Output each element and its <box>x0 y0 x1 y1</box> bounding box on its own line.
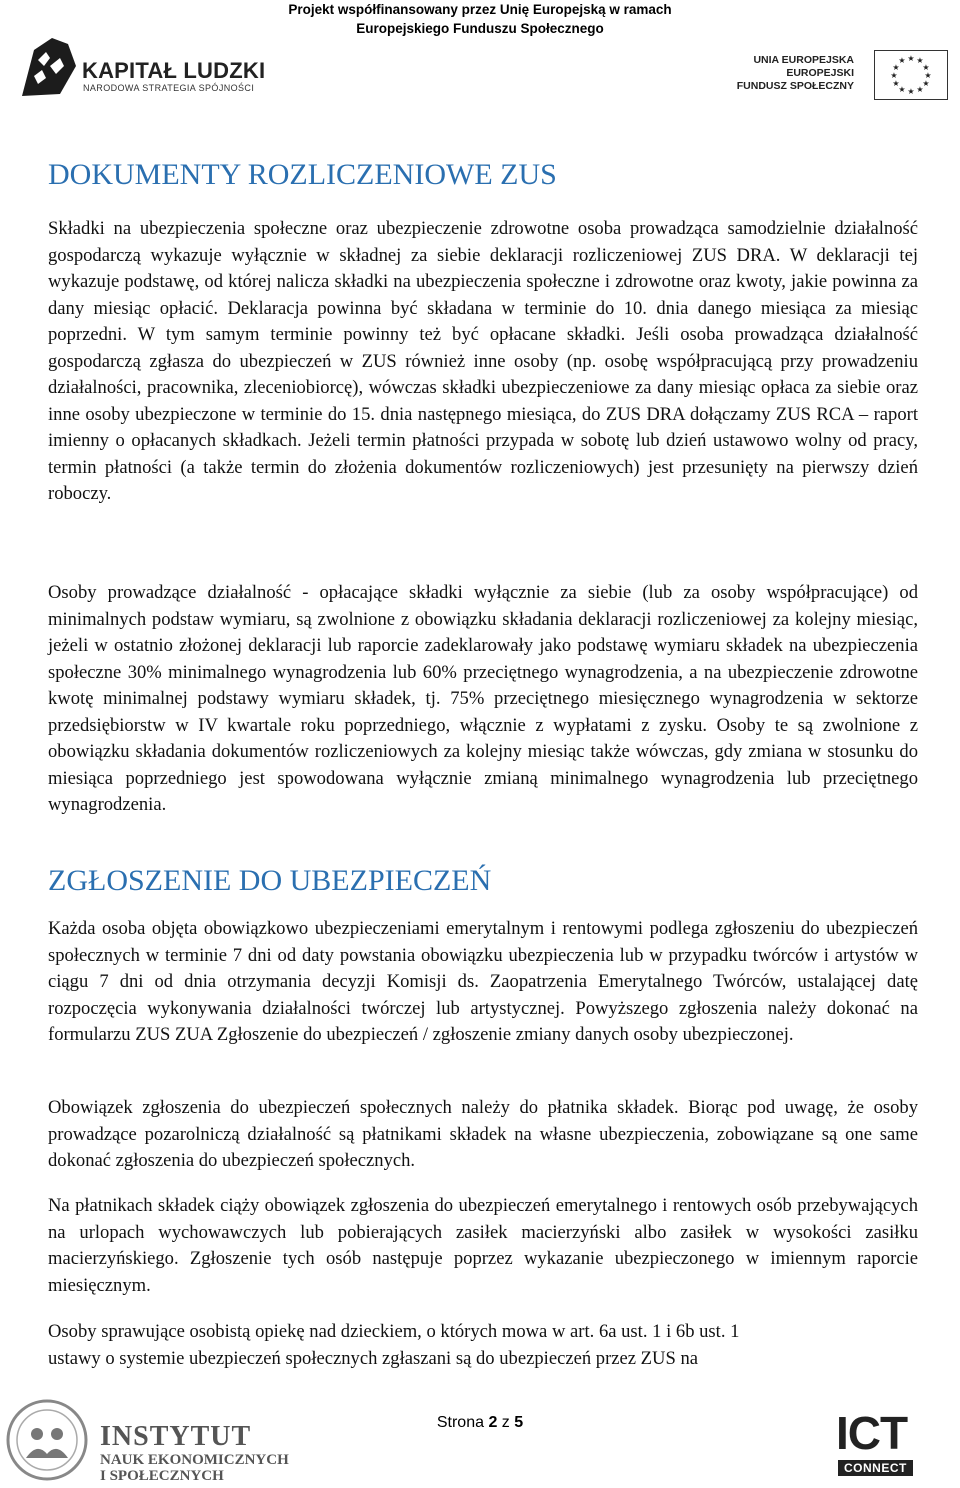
ict-logo-text: ICT <box>836 1407 908 1459</box>
kapital-ludzki-title: KAPITAŁ LUDZKI <box>82 58 266 83</box>
institute-logo <box>4 1398 289 1484</box>
heading-dokumenty-rozliczeniowe: DOKUMENTY ROZLICZENIOWE ZUS <box>48 158 557 191</box>
banner-line-2: Europejskiego Funduszu Społecznego <box>356 21 604 36</box>
eu-line-3: FUNDUSZ SPOŁECZNY <box>736 80 854 92</box>
cofinancing-banner <box>0 0 960 38</box>
svg-text:★: ★ <box>916 56 924 65</box>
ict-logo-subtext: CONNECT <box>838 1460 913 1476</box>
page-number-current: 2 <box>488 1414 498 1431</box>
eu-line-2: EUROPEJSKI <box>786 67 854 79</box>
eu-logo <box>714 50 950 108</box>
page-number <box>0 1414 960 1432</box>
ict-connect-logo <box>836 1407 954 1482</box>
svg-text:★: ★ <box>907 87 915 96</box>
kapital-ludzki-emblem-icon <box>20 36 78 98</box>
svg-text:★: ★ <box>890 71 898 80</box>
institute-line-1: INSTYTUT <box>100 1421 252 1452</box>
eu-line-1: UNIA EUROPEJSKA <box>753 54 854 66</box>
paragraph-section2-1: Każda osoba objęta obowiązkowo ubezpieczeniami emerytalnym i rentowymi podlega zgłoszeniu do ubezpieczeń społecznych w terminie 7 dni od daty powstania obowiązku ubezpieczenia lub w przypadku twórców i artystów w ciągu 7 dni od dnia otrzymania decyzji Komisji ds. Zaopatrzenia Emerytalnego Twórców, ustalającej datę rozpoczęcia wykonywania działalności twórczej lub artystycznej. Powyższego zgłoszenia należy dokonać na formularzu ZUS ZUA Zgłoszenie do ubezpieczeń / zgłoszenie zmiany danych osoby ubezpieczonej. <box>48 918 918 1045</box>
svg-text:★: ★ <box>892 79 900 88</box>
svg-text:★: ★ <box>922 79 930 88</box>
svg-text:★: ★ <box>922 63 930 72</box>
paragraph-section2-4-line-2: ustawy o systemie ubezpieczeń społecznych zgłaszani są do ubezpieczeń przez ZUS na <box>48 1347 698 1369</box>
svg-text:★: ★ <box>898 56 906 65</box>
heading-zgloszenie-do-ubezpieczen: ZGŁOSZENIE DO UBEZPIECZEŃ <box>48 864 492 897</box>
eu-logo-text <box>737 54 854 93</box>
paragraph-section1-2: Osoby prowadzące działalność - opłacające składki wyłącznie za siebie (lub za osoby współpracujące) od minimalnych podstaw wymiaru, są zwolnione z obowiązku składania deklaracji rozliczeniowej za kolejny miesiąc, jeżeli w ostatnio złożonej deklaracji lub raporcie zadeklarowały jako podstawę wymiaru składek na ubezpieczenia społeczne 30% minimalnego wynagrodzenia lub 60% przeciętnego wynagrodzenia, a na ubezpieczenie zdrowotne kwotę minimalnej podstawy wymiaru składek, tj. 75% przeciętnego miesięcznego wynagrodzenia w sektorze przedsiębiorstw w IV kwartale roku poprzedniego, włącznie z wypłatami z zysku. Osoby te są zwolnione z obowiązku składania dokumentów rozliczeniowych za kolejny miesiąc także wówczas, gdy zmiana w stosunku do miesiąca poprzedniego jest spowodowana wyłącznie zmianą minimalnego wynagrodzenia lub przeciętnego wynagrodzenia. <box>48 582 918 815</box>
paragraph-section2-4 <box>48 1319 918 1372</box>
paragraph-section2-3: Na płatnikach składek ciąży obowiązek zgłoszenia do ubezpieczeń emerytalnego i rentowych osób przebywających na urlopach wychowawczych lub pobierających zasiłek macierzyński albo zasiłek w wysokości zasiłku macierzyńskiego. Zgłoszenie tych osób następuje poprzez wykazanie ubezpieczonego w imiennym raporcie miesięcznym. <box>48 1195 918 1296</box>
paragraph-section2-4-line-1: Osoby sprawujące osobistą opiekę nad dzieckiem, o których mowa w art. 6a ust. 1 i 6b ust. 1 <box>48 1321 740 1342</box>
svg-text:★: ★ <box>924 71 932 80</box>
page-number-separator: z <box>501 1414 510 1431</box>
svg-text:★: ★ <box>916 85 924 94</box>
banner-line-1: Projekt współfinansowany przez Unię Europejską w ramach <box>288 2 672 17</box>
paragraph-section2-2: Obowiązek zgłoszenia do ubezpieczeń społecznych należy do płatnika składek. Biorąc pod uwagę, że osoby prowadzące pozarolniczą działalność są płatnikami składek na własne ubezpieczenia, zobowiązane są one same dokonać zgłoszenia do ubezpieczeń społecznych. <box>48 1097 918 1171</box>
page-number-total: 5 <box>514 1414 524 1431</box>
svg-text:★: ★ <box>907 54 915 63</box>
eu-flag-icon <box>874 50 948 100</box>
institute-line-2: NAUK EKONOMICZNYCH <box>100 1452 289 1468</box>
page-number-prefix: Strona <box>436 1414 484 1431</box>
institute-seal-icon <box>4 1398 90 1482</box>
kapital-ludzki-logo <box>20 36 280 98</box>
svg-text:★: ★ <box>898 85 906 94</box>
institute-line-3: I SPOŁECZNYCH <box>100 1468 224 1484</box>
kapital-ludzki-subtitle: NARODOWA STRATEGIA SPÓJNOŚCI <box>83 83 255 93</box>
svg-text:★: ★ <box>892 63 900 72</box>
paragraph-section1-1: Składki na ubezpieczenia społeczne oraz ubezpieczenie zdrowotne osoba prowadząca samodzielnie działalność gospodarczą wykazuje wyłącznie w składnej za siebie deklaracji rozliczeniowej ZUS DRA. W deklaracji tej wykazuje podstawę, od której nalicza składki na ubezpieczenia społeczne i zdrowotne oraz kwoty, jakie powinna za dany miesiąc opłacić. Deklaracja powinna być składana w terminie do 10. dnia danego miesiąca za miesiąc poprzedni. W tym samym terminie powinny też być opłacane składki. Jeśli osoba prowadząca działalność gospodarczą zgłasza do ubezpieczeń w ZUS również inne osoby (np. osobę współpracującą przy prowadzeniu działalności, pracownika, zleceniobiorcę), wówczas składki ubezpieczeniowe za dany miesiąc opłaca za siebie oraz inne osoby ubezpieczone w terminie do 15. dnia następnego miesiąca, do ZUS DRA dołączamy ZUS RCA – raport imienny o opłacanych składkach. Jeżeli termin płatności przypada w sobotę lub dzień ustawowo wolny od pracy, termin płatności (a także termin do złożenia dokumentów rozliczeniowych) jest przesunięty na pierwszy dzień roboczy. <box>48 218 918 504</box>
